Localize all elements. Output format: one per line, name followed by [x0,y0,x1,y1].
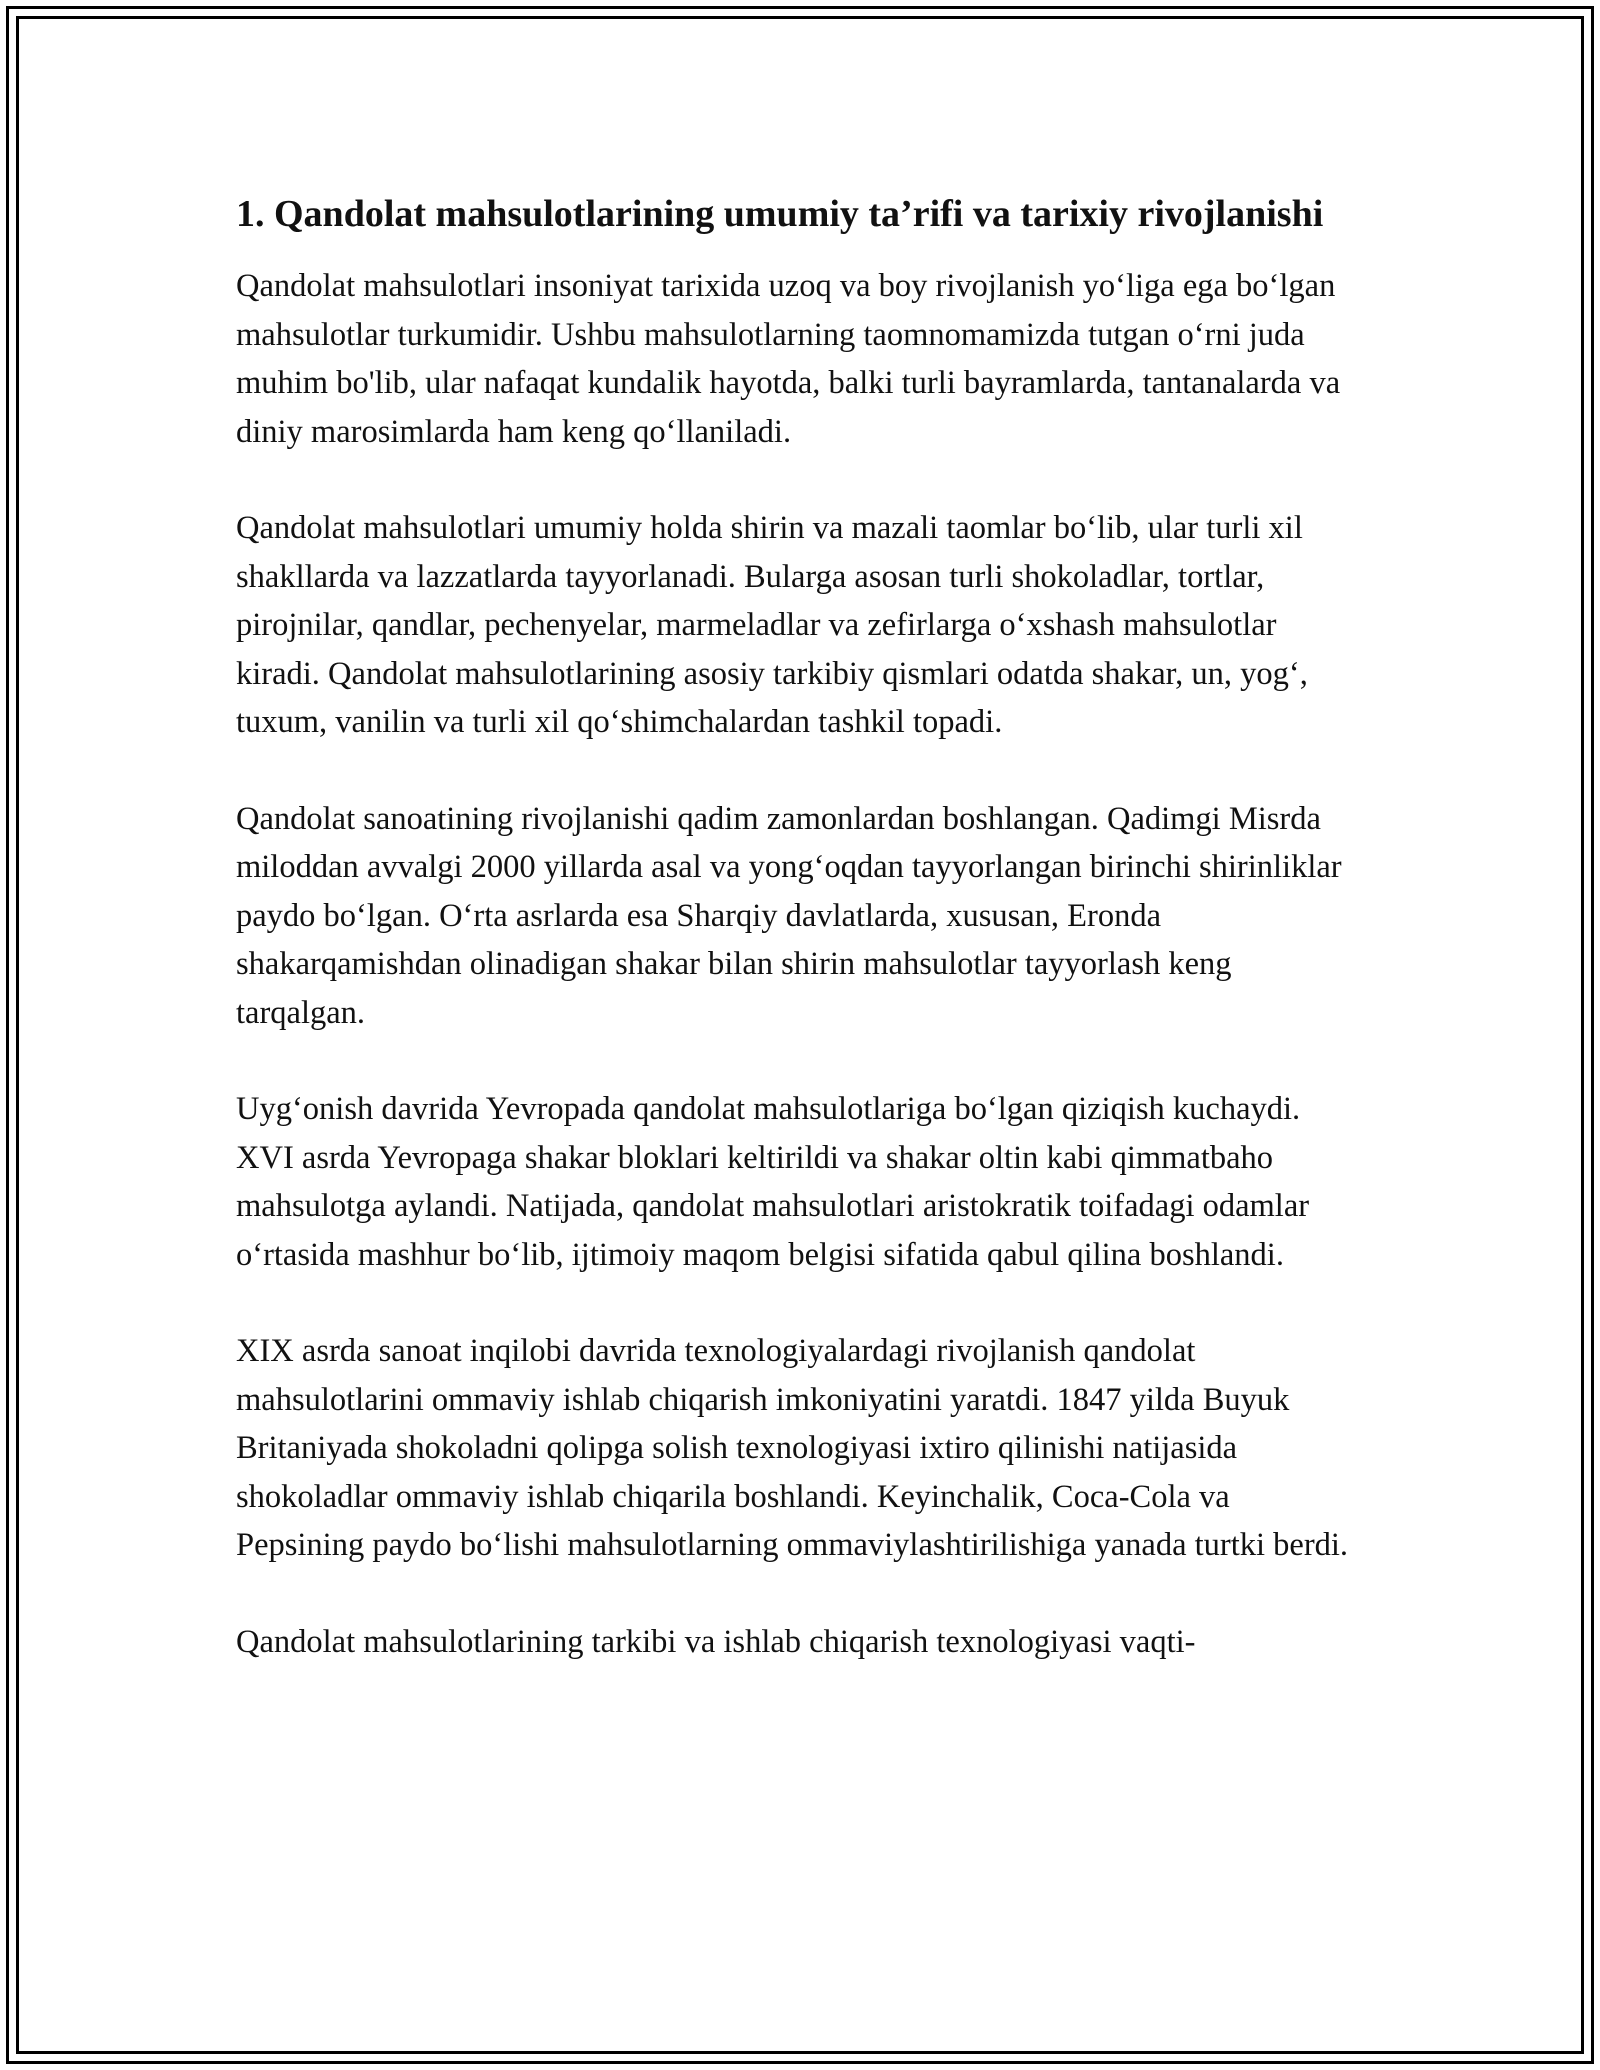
paragraph: Qandolat mahsulotlari insoniyat tarixida uzoq va boy rivojlanish yo‘liga ega bo‘lgan mahsulotlar turkumidir. Ushbu mahsulotlarning taomnomamizda tutgan o‘rni juda muhim bo'lib, ular nafaqat kundalik hayotda, balki turli bayramlarda, tantanalarda va diniy marosimlarda ham keng qo‘llaniladi. [236,268,1341,450]
paragraph: Qandolat sanoatining rivojlanishi qadim zamonlardan boshlangan. Qadimgi Misrda miloddan avvalgi 2000 yillarda asal va yong‘oqdan tayyorlangan birinchi shirinliklar paydo bo‘lgan. O‘rta asrlarda esa Sharqiy davlatlarda, xususan, Eronda shakarqamishdan olinadigan shakar bilan shirin mahsulotlar tayyorlash keng tarqalgan. [236,800,1342,1031]
paragraph: Qandolat mahsulotlari umumiy holda shirin va mazali taomlar bo‘lib, ular turli xil shakllarda va lazzatlarda tayyorlanadi. Bularga asosan turli shokoladlar, tortlar, pirojnilar, qandlar, pechenyelar, marmeladlar va zefirlarga o‘xshash mahsulotlar kiradi. Qandolat mahsulotlarining asosiy tarkibiy qismlari odatda shakar, un, yog‘, tuxum, vanilin va turli xil qo‘shimchalardan tashkil topadi. [236,510,1308,740]
document-body [236,186,1366,1714]
section-heading: 1. Qandolat mahsulotlarining umumiy ta’rifi va tarixiy rivojlanishi [236,193,1324,235]
paragraph: XIX asrda sanoat inqilobi davrida texnologiyalardagi rivojlanish qandolat mahsulotlarini ommaviy ishlab chiqarish imkoniyatini yaratdi. 1847 yilda Buyuk Britaniyada shokoladni qolipga solish texnologiyasi ixtiro qilinishi natijasida shokoladlar ommaviy ishlab chiqarila boshlandi. Keyinchalik, Coca-Cola va Pepsining paydo bo‘lishi mahsulotlarning ommaviylashtirilishiga yanada turtki berdi. [236,1333,1349,1563]
paragraph: Uyg‘onish davrida Yevropada qandolat mahsulotlariga bo‘lgan qiziqish kuchaydi. XVI asrda Yevropaga shakar bloklari keltirildi va shakar oltin kabi qimmatbaho mahsulotga aylandi. Natijada, qandolat mahsulotlari aristokratik toifadagi odamlar o‘rtasida mashhur bo‘lib, ijtimoiy maqom belgisi sifatida qabul qilina boshlandi. [236,1091,1310,1273]
paragraph: Qandolat mahsulotlarining tarkibi va ishlab chiqarish texnologiyasi vaqti- [236,1623,1196,1660]
